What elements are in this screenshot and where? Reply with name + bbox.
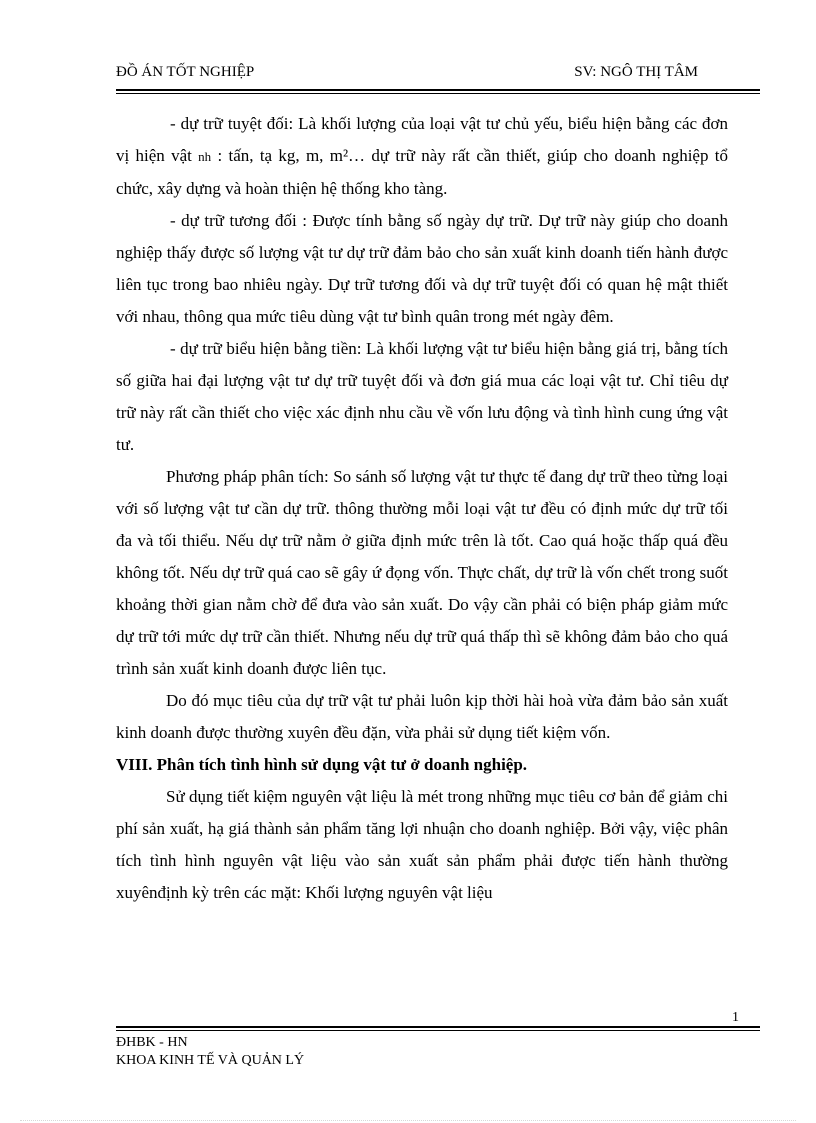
paragraph-relative-reserve: - dự trữ tương đối : Được tính bằng số ngày dự trữ. Dự trữ này giúp cho doanh nghiệp thấy được số lượng vật tư dự trữ đảm bảo cho sản xuất kinh doanh tiến hành được liên tục trong bao nhiêu ngày. Dự trữ tương đối và dự trữ tuyệt đối có quan hệ mật thiết với nhau, thông qua mức tiêu dùng vật tư bình quân trong mét ngày đêm. — [116, 211, 728, 326]
paragraph-monetary-reserve: - dự trữ biểu hiện bằng tiền: Là khối lượng vật tư biểu hiện bằng giá trị, bằng tích số giữa hai đại lượng vật tư dự trữ tuyệt đối và đơn giá mua các loại vật tư. Chỉ tiêu dự trữ này rất cần thiết cho việc xác định nhu cầu về vốn lưu động và tình hình cung ứng vật tư. — [116, 339, 728, 454]
section-heading: VIII. Phân tích tình hình sử dụng vật tư ở doanh nghiệp. — [116, 755, 528, 774]
body-text — [116, 108, 728, 909]
header-title: ĐỒ ÁN TỐT NGHIỆP — [116, 64, 255, 80]
paragraph-material-usage: Sử dụng tiết kiệm nguyên vật liệu là mét trong những mục tiêu cơ bản để giảm chi phí sản xuất, hạ giá thành sản phẩm tăng lợi nhuận cho doanh nghiệp. Bởi vậy, việc phân tích tình hình nguyên vật liệu vào sản xuất sản phẩm phải được tiến hành thường xuyênđịnh kỳ trên các mặt: Khối lượng nguyên vật liệu — [116, 787, 728, 902]
footer-rule-thick — [116, 1026, 760, 1028]
page-number: 1 — [732, 1010, 739, 1025]
header-rule-thin — [116, 93, 760, 94]
page-footer — [116, 1034, 304, 1070]
page-header — [116, 64, 760, 88]
footer-faculty: KHOA KINH TẾ VÀ QUẢN LÝ — [116, 1053, 305, 1068]
footer-rule-thin — [116, 1030, 760, 1031]
paragraph-analysis-method: Phương pháp phân tích: So sánh số lượng vật tư thực tế đang dự trữ theo từng loại với số lượng vật tư cần dự trữ. thông thường mỗi loại vật tư đều có định mức dự trữ tối đa và tối thiểu. Nếu dự trữ nằm ở giữa định mức trên là tốt. Cao quá hoặc thấp quá đều không tốt. Nếu dự trữ quá cao sẽ gây ứ đọng vốn. Thực chất, dự trữ là vốn chết trong suốt khoảng thời gian nằm chờ để đưa vào sản xuất. Do vậy cần phải có biện pháp giảm mức dự trữ tới mức dự trữ cần thiết. Nhưng nếu dự trữ quá thấp thì sẽ không đảm bảo cho quá trình sản xuất kinh doanh được liên tục. — [116, 467, 728, 678]
paragraph-objective: Do đó mục tiêu của dự trữ vật tư phải luôn kịp thời hài hoà vừa đảm bảo sản xuất kinh doanh được thường xuyên đều đặn, vừa phải sử dụng tiết kiệm vốn. — [116, 691, 728, 742]
footer-university: ĐHBK - HN — [116, 1035, 188, 1050]
bottom-dotted-line — [20, 1120, 796, 1121]
header-student: SV: NGÔ THỊ TÂM — [574, 64, 698, 80]
paragraph-absolute-reserve: - dự trữ tuyệt đối: Là khối lượng của loại vật tư chủ yếu, biểu hiện bằng các đơn vị hiện vật nh : tấn, tạ kg, m, m²… dự trữ này rất cần thiết, giúp cho doanh nghiệp tổ chức, xây dựng và hoàn thiện hệ thống kho tàng. — [116, 114, 729, 198]
header-rule-thick — [116, 89, 760, 91]
